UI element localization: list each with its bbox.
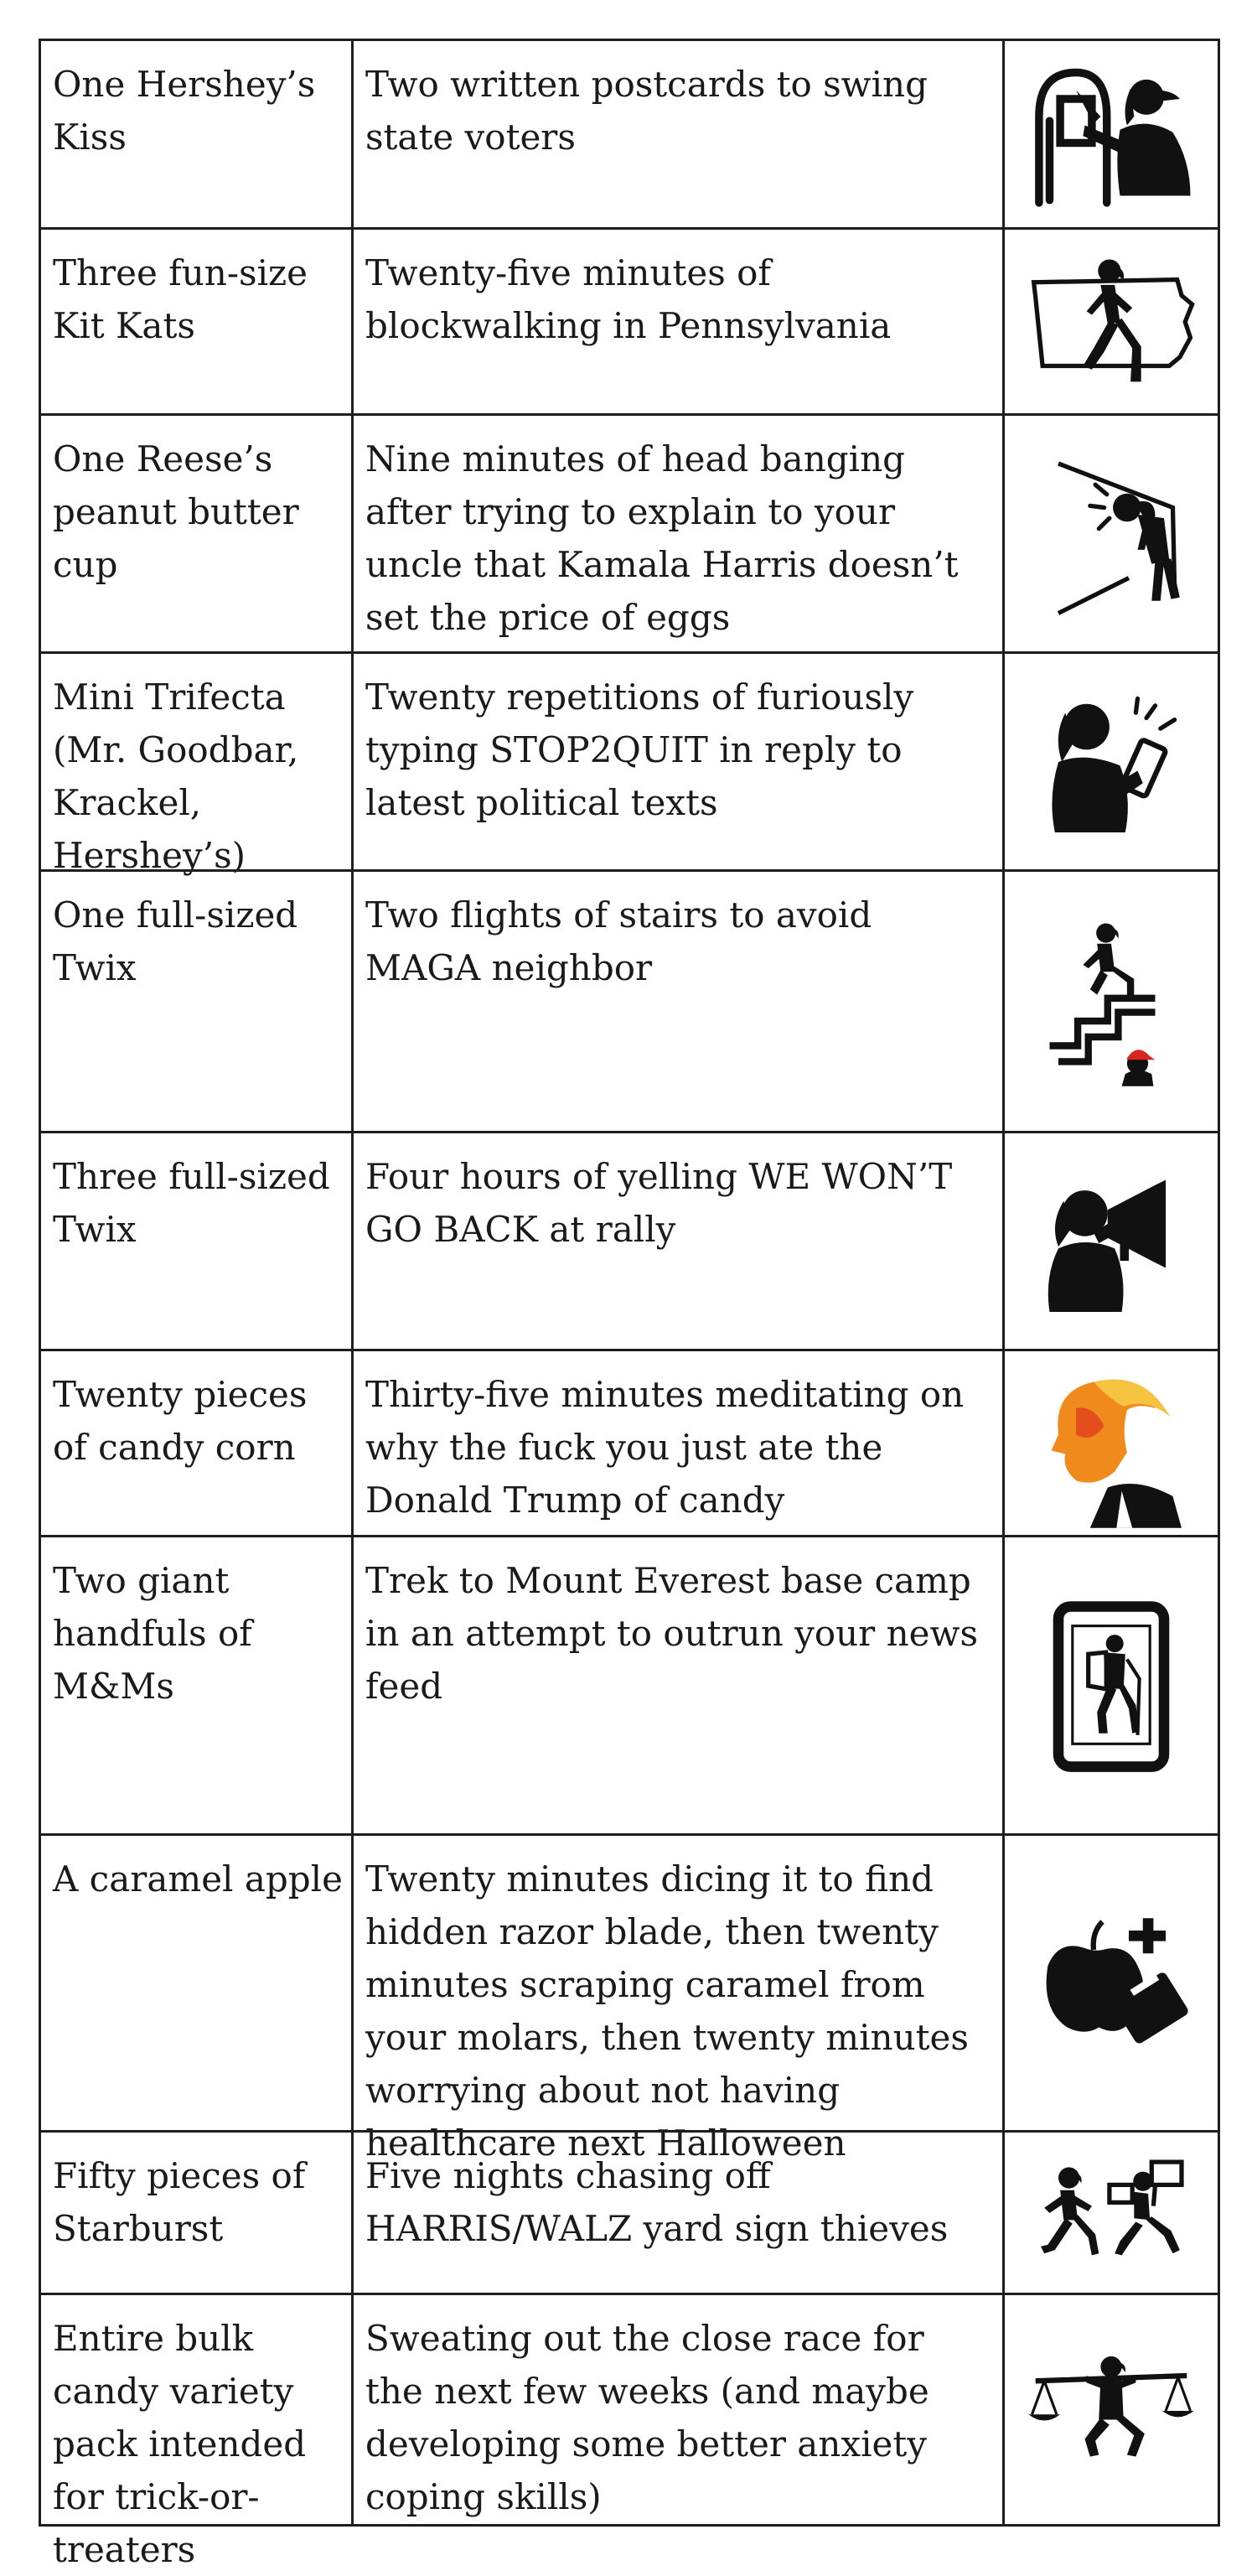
penance-cell: Thirty-five minutes meditating on why the fuck you just ate the Donald Trump of candy (354, 1351, 1005, 1535)
apple-medical-icon (1023, 1895, 1199, 2071)
pennsylvania-walker-icon (1023, 234, 1199, 410)
illustration-cell (1005, 1836, 1218, 2130)
table-row (41, 413, 1218, 651)
penance-cell: Two written postcards to swing state voters (354, 41, 1005, 227)
penance-cell: Twenty minutes dicing it to find hidden razor blade, then twenty minutes scraping caramel from your molars, then twenty minutes worrying about not having healthcare next Halloween (354, 1836, 1005, 2130)
illustration-cell (1005, 230, 1218, 413)
illustration-cell (1005, 41, 1218, 227)
penance-cell: Two flights of stairs to avoid MAGA neighbor (354, 872, 1005, 1131)
stairs-maga-neighbor-icon (1023, 914, 1199, 1090)
illustration-cell (1005, 872, 1218, 1131)
balance-scales-icon (1023, 2323, 1199, 2499)
orange-trump-icon (1023, 1355, 1199, 1532)
illustration-cell (1005, 2295, 1218, 2527)
candy-cell: A caramel apple (41, 1836, 354, 2130)
candy-penance-table (39, 39, 1220, 2570)
candy-cell: Three full-sized Twix (41, 1133, 354, 1349)
megaphone-icon (1023, 1153, 1199, 1329)
illustration-cell (1005, 416, 1218, 651)
candy-cell: One Reese’s peanut butter cup (41, 416, 354, 651)
penance-cell: Nine minutes of head banging after trying to explain to your uncle that Kamala Harris doesn’t set the price of eggs (354, 416, 1005, 651)
texting-phone-icon (1023, 674, 1199, 850)
candy-cell: Twenty pieces of candy corn (41, 1351, 354, 1535)
candy-cell: Two giant handfuls of M&Ms (41, 1537, 354, 1833)
table-row (41, 1535, 1218, 1833)
illustration-cell (1005, 2133, 1218, 2293)
table-row (41, 1833, 1218, 2164)
candy-cell: Three fun-size Kit Kats (41, 230, 354, 413)
candy-cell: Entire bulk candy variety pack intended for trick-or-treaters (41, 2295, 354, 2527)
penance-cell: Four hours of yelling WE WON’T GO BACK at rally (354, 1133, 1005, 1349)
candy-cell: Fifty pieces of Starburst (41, 2133, 354, 2293)
candy-cell: Mini Trifecta (Mr. Goodbar, Krackel, Hershey’s) (41, 654, 354, 869)
penance-cell: Twenty-five minutes of blockwalking in Pennsylvania (354, 230, 1005, 413)
penance-cell: Twenty repetitions of furiously typing STOP2QUIT in reply to latest political texts (354, 654, 1005, 869)
table-row (41, 2293, 1218, 2570)
illustration-cell (1005, 1537, 1218, 1833)
penance-cell: Trek to Mount Everest base camp in an attempt to outrun your news feed (354, 1537, 1005, 1833)
table-row (41, 1349, 1218, 1535)
table-row (41, 2130, 1218, 2293)
postcard-mailbox-icon (1023, 46, 1199, 222)
sign-thief-chase-icon (1023, 2125, 1199, 2301)
illustration-cell (1005, 1351, 1218, 1535)
penance-cell: Sweating out the close race for the next few weeks (and maybe developing some better anxiety coping skills) (354, 2295, 1005, 2527)
illustration-cell (1005, 654, 1218, 869)
table-row (41, 651, 1218, 876)
table-row (41, 41, 1218, 227)
candy-cell: One Hershey’s Kiss (41, 41, 354, 227)
penance-cell: Five nights chasing off HARRIS/WALZ yard sign thieves (354, 2133, 1005, 2293)
candy-cell: One full-sized Twix (41, 872, 354, 1131)
head-banging-icon (1023, 446, 1199, 622)
table-row (41, 227, 1218, 413)
table-row (41, 869, 1218, 1131)
illustration-cell (1005, 1133, 1218, 1349)
table-row (41, 1131, 1218, 1349)
hiker-phone-icon (1023, 1598, 1199, 1774)
